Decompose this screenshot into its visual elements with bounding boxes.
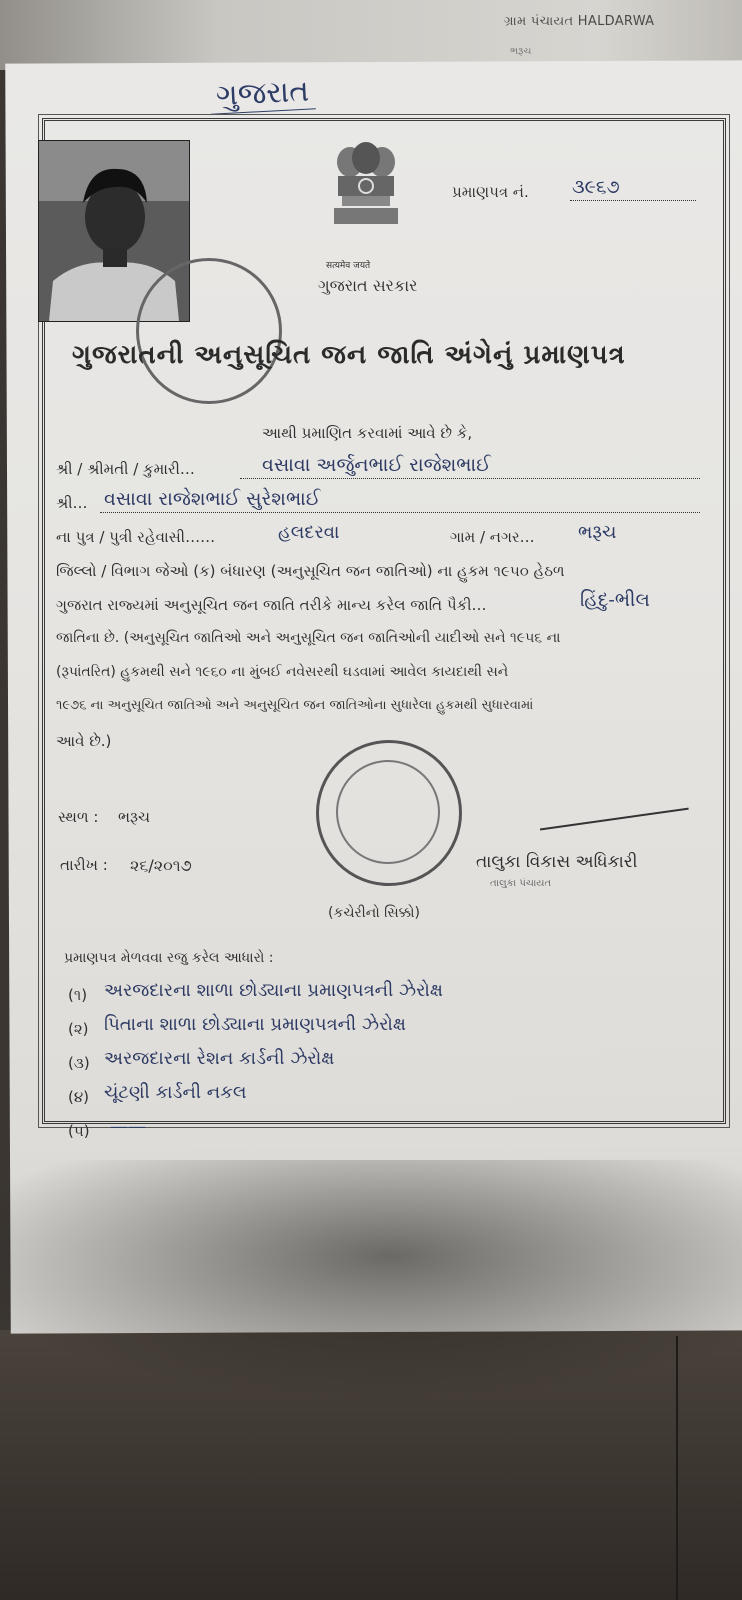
certificate-number-label: પ્રમાણપત્ર નં. bbox=[452, 183, 529, 201]
document-item-4-text: ચૂંટણી કાર્ડની નકલ bbox=[104, 1082, 247, 1103]
document-item-2-text: પિતાના શાળા છોડ્યાના પ્રમાણપત્રની ઝેરોક્ષ bbox=[104, 1014, 406, 1035]
place-value: ભરૂચ bbox=[118, 808, 150, 826]
national-emblem bbox=[328, 140, 404, 230]
shadow-overlay bbox=[0, 1160, 742, 1400]
document-item-5-text: —— bbox=[110, 1116, 146, 1137]
document-item-2-num: (૨) bbox=[68, 1020, 89, 1038]
certificate-title: ગુજરાતની અનુસૂચિત જન જાતિ અંગેનું પ્રમાણપત્ર bbox=[72, 340, 626, 370]
father-line-dots bbox=[100, 512, 700, 513]
documents-heading: પ્રમાણપત્ર મેળવવા રજુ કરેલ આધારો : bbox=[64, 950, 274, 966]
father-line-value: વસાવા રાજેશભાઈ સુરેશભાઈ bbox=[104, 488, 321, 510]
body-line-9: આવે છે.) bbox=[56, 732, 112, 750]
name-line-value: વસાવા અર્જુનભાઈ રાજેશભાઈ bbox=[262, 454, 491, 476]
residence-line-label: ના પુત્ર / પુત્રી રહેવાસી…… bbox=[56, 528, 216, 546]
document-item-1-num: (૧) bbox=[68, 986, 88, 1004]
office-seal-caption: (કચેરીનો સિક્કો) bbox=[328, 905, 420, 921]
signatory-title: તાલુકા વિકાસ અધિકારી bbox=[476, 852, 638, 872]
body-line-7: (રૂપાંતરિત) હુકમથી સને ૧૯૬૦ ના મુંબઈ નવેસરથી ઘડવામાં આવેલ કાયદાથી સને bbox=[56, 664, 509, 680]
father-line-label: શ્રી… bbox=[56, 494, 88, 512]
body-line-6: જાતિના છે. (અનુસૂચિત જાતિઓ અને અનુસૂચિત જન જાતિઓની યાદીઓ સને ૧૯૫૬ ના bbox=[56, 630, 561, 646]
residence-village-value: હલદરવા bbox=[278, 522, 340, 543]
name-line-label: શ્રી / શ્રીમતી / કુમારી… bbox=[56, 460, 195, 478]
date-value: ૨૬/૨૦૧૭ bbox=[130, 856, 192, 875]
document-item-5-num: (૫) bbox=[68, 1122, 90, 1140]
body-line-4: જિલ્લો / વિભાગ જેઓ (ક) બંધારણ (અનુસૂચિત જન જાતિઓ) ના હુકમ ૧૯૫૦ હેઠળ bbox=[56, 562, 565, 580]
certificate-number-dotted-line bbox=[570, 200, 696, 201]
background-sheet bbox=[0, 0, 742, 70]
certificate-number-value: ૩૯૬૭ bbox=[572, 176, 620, 198]
background-stamp-subtext: ભરૂચ bbox=[510, 46, 532, 57]
caste-line-label: ગુજરાત રાજ્યમાં અનુસૂચિત જન જાતિ તરીકે માન્ય કરેલ જાતિ પૈકી… bbox=[56, 596, 487, 614]
residence-town-value: ભરૂચ bbox=[578, 522, 617, 543]
emblem-motto: सत्यमेव जयते bbox=[326, 261, 371, 271]
background-stamp-text: ગ્રામ પંચાયત HALDARWA bbox=[504, 14, 655, 29]
government-name: ગુજરાત સરકાર bbox=[318, 276, 418, 295]
photo-seal bbox=[136, 258, 282, 404]
document-item-4-num: (૪) bbox=[68, 1088, 90, 1106]
place-label: સ્થળ : bbox=[58, 808, 99, 826]
name-line-dots bbox=[240, 478, 700, 479]
document-item-1-text: અરજદારના શાળા છોડ્યાના પ્રમાણપત્રની ઝેરોક્ષ bbox=[104, 980, 443, 1001]
residence-line-mid: ગામ / નગર… bbox=[450, 528, 535, 546]
document-item-3-text: અરજદારના રેશન કાર્ડની ઝેરોક્ષ bbox=[104, 1048, 335, 1069]
document-item-3-num: (૩) bbox=[68, 1054, 90, 1072]
date-label: તારીખ : bbox=[60, 856, 108, 874]
caste-line-value: હિંદુ-ભીલ bbox=[580, 589, 650, 611]
office-seal-inner bbox=[336, 760, 440, 864]
handwritten-heading: ગુજરાત bbox=[209, 73, 316, 114]
body-line-8: ૧૯૭૬ ના અનુસૂચિત જાતિઓ અને અનુસૂચિત જન જાતિઓના સુધારેલા હુકમથી સુધારવામાં bbox=[56, 698, 534, 713]
intro-text: આથી પ્રમાણિત કરવામાં આવે છે કે, bbox=[262, 424, 473, 442]
signatory-subtitle: તાલુકા પંચાયત bbox=[490, 878, 552, 889]
